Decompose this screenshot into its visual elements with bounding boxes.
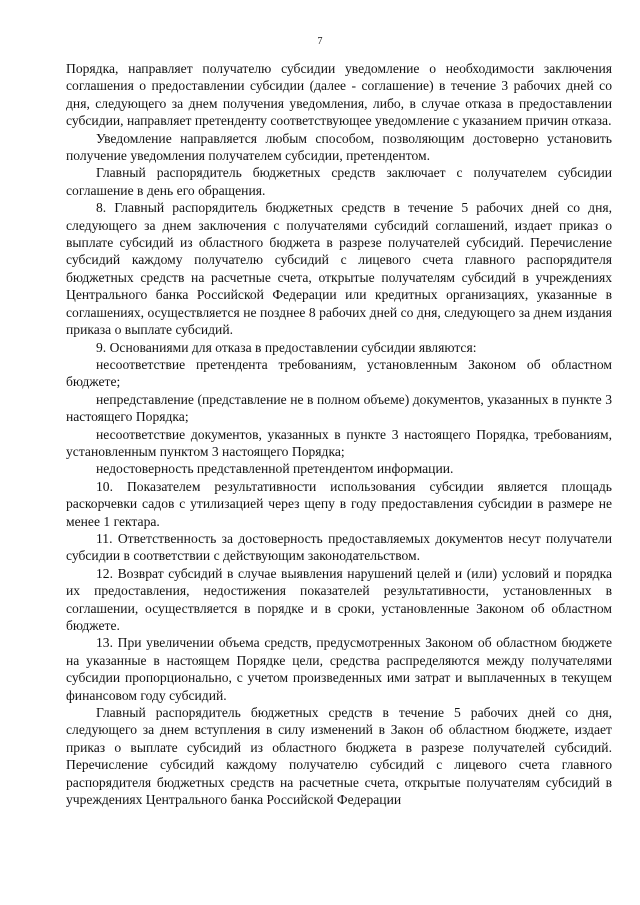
- paragraph-refusal-ground-4: недостоверность представленной претендентом информации.: [96, 461, 454, 477]
- page-number: 7: [317, 36, 323, 47]
- paragraph-item-8: 8. Главный распорядитель бюджетных средств в течение 5 рабочих дней со дня, следующего за днем заключения с получателями субсидий соглашений, издает приказ о выплате субсидий из областного бюджета в разрезе получателей субсидий. Перечисление субсидий каждому получателю субсидий с лицевого счета главного распорядителя бюджетных средств на расчетные счета, открытые получателям субсидий в учреждениях Центрального банка Российской Федерации или кредитных организациях, указанные в соглашениях, осуществляется не позднее 8 рабочих дней со дня, следующего за днем издания приказа о выплате субсидий.: [66, 200, 612, 338]
- paragraph-agreement-conclusion: Главный распорядитель бюджетных средств заключает с получателем субсидии соглашение в день его обращения.: [66, 165, 612, 198]
- paragraph-budget-order: Главный распорядитель бюджетных средств в течение 5 рабочих дней со дня, следующего за днем вступления в силу изменений в Закон об областном бюджете, издает приказ о выплате субсидий из областного бюджета в разрезе получателей субсидий. Перечисление субсидий каждому получателю субсидий с лицевого счета главного распорядителя бюджетных средств на расчетные счета, открытые получателям субсидий в учреждениях Центрального банка Российской Федерации: [66, 705, 612, 808]
- paragraph-item-10: 10. Показателем результативности использования субсидии является площадь раскорчевки садов с утилизацией через щепу в году предоставления субсидии в размере не менее 1 гектара.: [66, 478, 612, 529]
- paragraph-item-13: 13. При увеличении объема средств, предусмотренных Законом об областном бюджете на указанные в настоящем Порядке цели, средства распределяются между получателями субсидии пропорционально, с учетом произведенных ими затрат и выплаченных в текущем финансовом году субсидий.: [66, 635, 612, 703]
- paragraph-continuation: Порядка, направляет получателю субсидии уведомление о необходимости заключения соглашения о предоставлении субсидии (далее - соглашение) в течение 3 рабочих дней со дня, следующего за днем получения уведомления, либо, в случае отказа в предоставлении субсидии, направляет претенденту соответствующее уведомление с указанием причин отказа.: [66, 61, 612, 129]
- document-body: [66, 60, 612, 808]
- paragraph-item-12: 12. Возврат субсидий в случае выявления нарушений целей и (или) условий и порядка их предоставления, недостижения показателей результативности, установленных в соглашении, осуществляется в порядке и в сроки, установленные Законом об областном бюджете.: [66, 565, 612, 633]
- paragraph-refusal-ground-2: непредставление (представление не в полном объеме) документов, указанных в пункте 3 настоящего Порядка;: [66, 391, 612, 425]
- paragraph-refusal-ground-3: несоответствие документов, указанных в пункте 3 настоящего Порядка, требованиям, установленным пунктом 3 настоящего Порядка;: [66, 426, 612, 459]
- paragraph-refusal-ground-1: несоответствие претендента требованиям, установленным Законом об областном бюджете;: [66, 356, 612, 390]
- paragraph-item-11: 11. Ответственность за достоверность предоставляемых документов несут получатели субсидии в соответствии с действующим законодательством.: [66, 530, 612, 564]
- paragraph-notification-method: Уведомление направляется любым способом, позволяющим достоверно установить получение уведомления получателем субсидии, претендентом.: [66, 130, 612, 164]
- paragraph-item-9: 9. Основаниями для отказа в предоставлении субсидии являются:: [96, 339, 477, 355]
